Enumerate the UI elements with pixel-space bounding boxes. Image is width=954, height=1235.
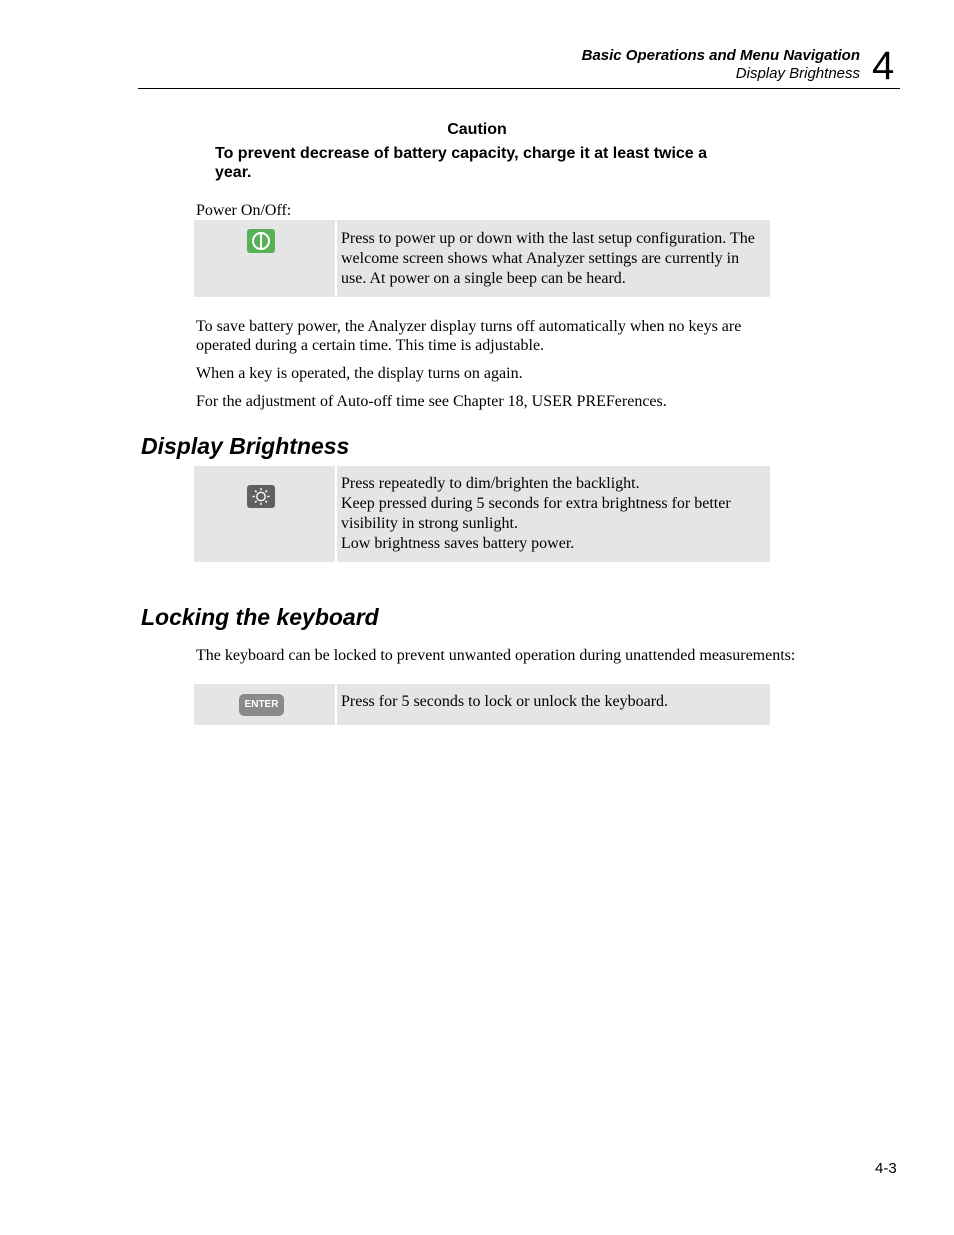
chapter-title: Basic Operations and Menu Navigation	[581, 47, 860, 64]
auto-off-paragraph: To save battery power, the Analyzer display turns off automatically when no keys are operated during a certain time. This time is adjustable.	[196, 318, 742, 354]
enter-key-cell	[194, 684, 335, 725]
enter-description: Press for 5 seconds to lock or unlock the keyboard.	[337, 684, 770, 725]
power-key-table	[194, 220, 770, 297]
header-rule	[138, 88, 900, 89]
enter-key-table	[194, 684, 770, 725]
chapter-number: 4	[872, 44, 895, 88]
brightness-line-2: Keep pressed during 5 seconds for extra brightness for better visibility in strong sunlight.	[341, 495, 731, 532]
brightness-line-3: Low brightness saves battery power.	[341, 535, 575, 552]
locking-intro: The keyboard can be locked to prevent unwanted operation during unattended measurements:	[196, 647, 796, 664]
brightness-key-table	[194, 466, 770, 562]
page-number: 4-3	[875, 1160, 897, 1177]
caution-title: Caution	[447, 121, 507, 138]
display-brightness-heading: Display Brightness	[141, 433, 350, 459]
caution-text: To prevent decrease of battery capacity, charge it at least twice a year.	[215, 145, 708, 181]
power-icon	[247, 229, 275, 253]
display-on-paragraph: When a key is operated, the display turns on again.	[196, 365, 523, 382]
brightness-line-1: Press repeatedly to dim/brighten the backlight.	[341, 475, 640, 492]
brightness-icon	[247, 485, 275, 508]
running-header	[582, 47, 860, 83]
auto-off-reference: For the adjustment of Auto-off time see Chapter 18, USER PREFerences.	[196, 393, 667, 410]
brightness-key-cell	[194, 466, 335, 562]
section-title: Display Brightness	[735, 65, 860, 82]
enter-key-icon: ENTER	[239, 694, 284, 716]
power-label: Power On/Off:	[196, 202, 292, 219]
power-description: Press to power up or down with the last setup configuration. The welcome screen shows what Analyzer settings are currently in use. At power on a single beep can be heard.	[337, 220, 770, 297]
brightness-description	[337, 466, 770, 562]
power-key-cell	[194, 220, 335, 297]
locking-heading: Locking the keyboard	[141, 604, 379, 630]
